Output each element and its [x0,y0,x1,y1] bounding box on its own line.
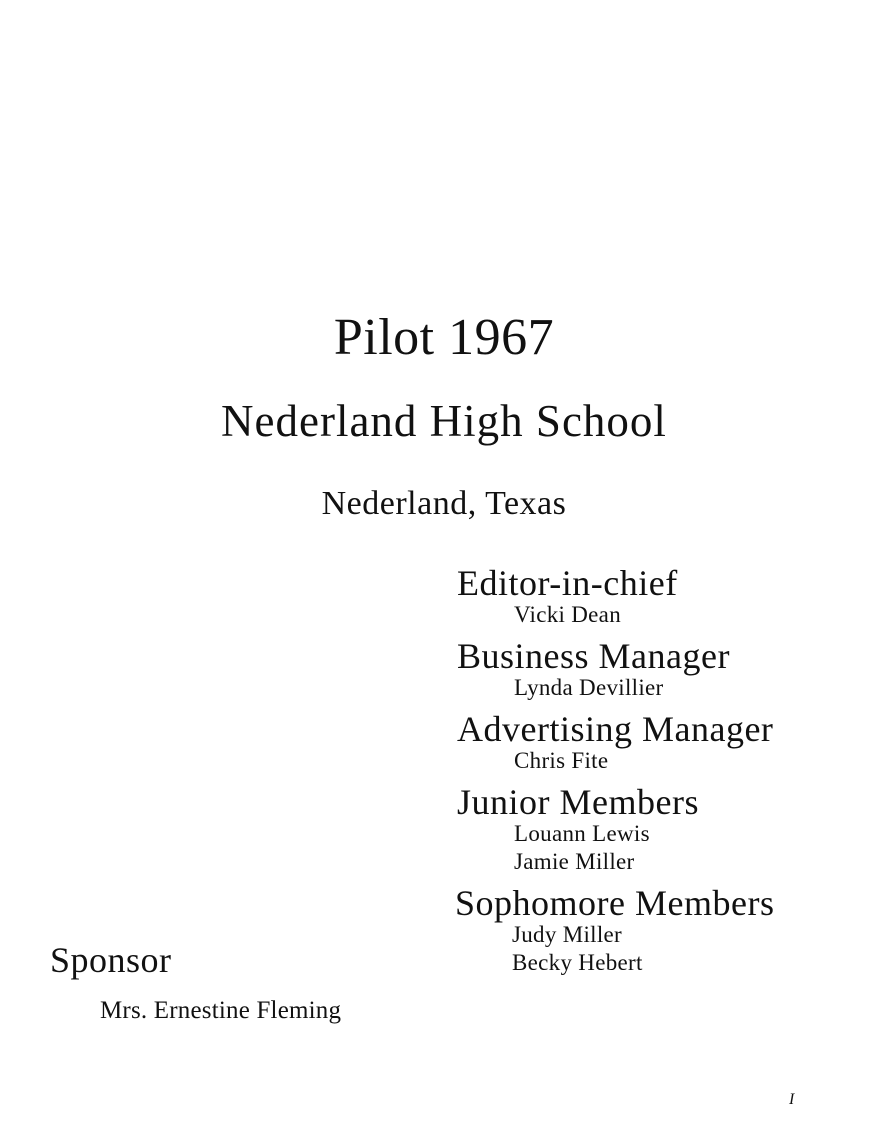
role-title-sophomore-members: Sophomore Members [455,883,775,923]
staff-member-name: Louann Lewis [514,821,650,846]
staff-member-name: Jamie Miller [514,849,635,874]
school-location: Nederland, Texas [321,485,567,522]
role-title-business-manager: Business Manager [457,636,730,676]
page-number: I [789,1091,795,1108]
yearbook-title: Pilot 1967 [333,309,555,366]
staff-role-editor [457,565,877,629]
staff-role-sophomore-members [455,885,877,977]
staff-role-business-manager [457,638,877,702]
staff-list [457,565,877,986]
staff-role-advertising-manager [457,711,877,775]
staff-member-name: Judy Miller [512,922,622,947]
staff-role-junior-members [457,784,877,876]
role-title-advertising-manager: Advertising Manager [457,709,774,749]
staff-member-name: Lynda Devillier [514,675,664,700]
staff-member-name: Chris Fite [514,748,609,773]
sponsor-title: Sponsor [50,940,172,980]
role-title-junior-members: Junior Members [457,782,699,822]
school-name: Nederland High School [221,396,667,446]
staff-member-name: Vicki Dean [514,602,621,627]
sponsor-name: Mrs. Ernestine Fleming [100,997,342,1024]
sponsor-section [50,940,430,1026]
staff-member-name: Becky Hebert [512,950,643,975]
role-title-editor: Editor-in-chief [457,563,678,603]
